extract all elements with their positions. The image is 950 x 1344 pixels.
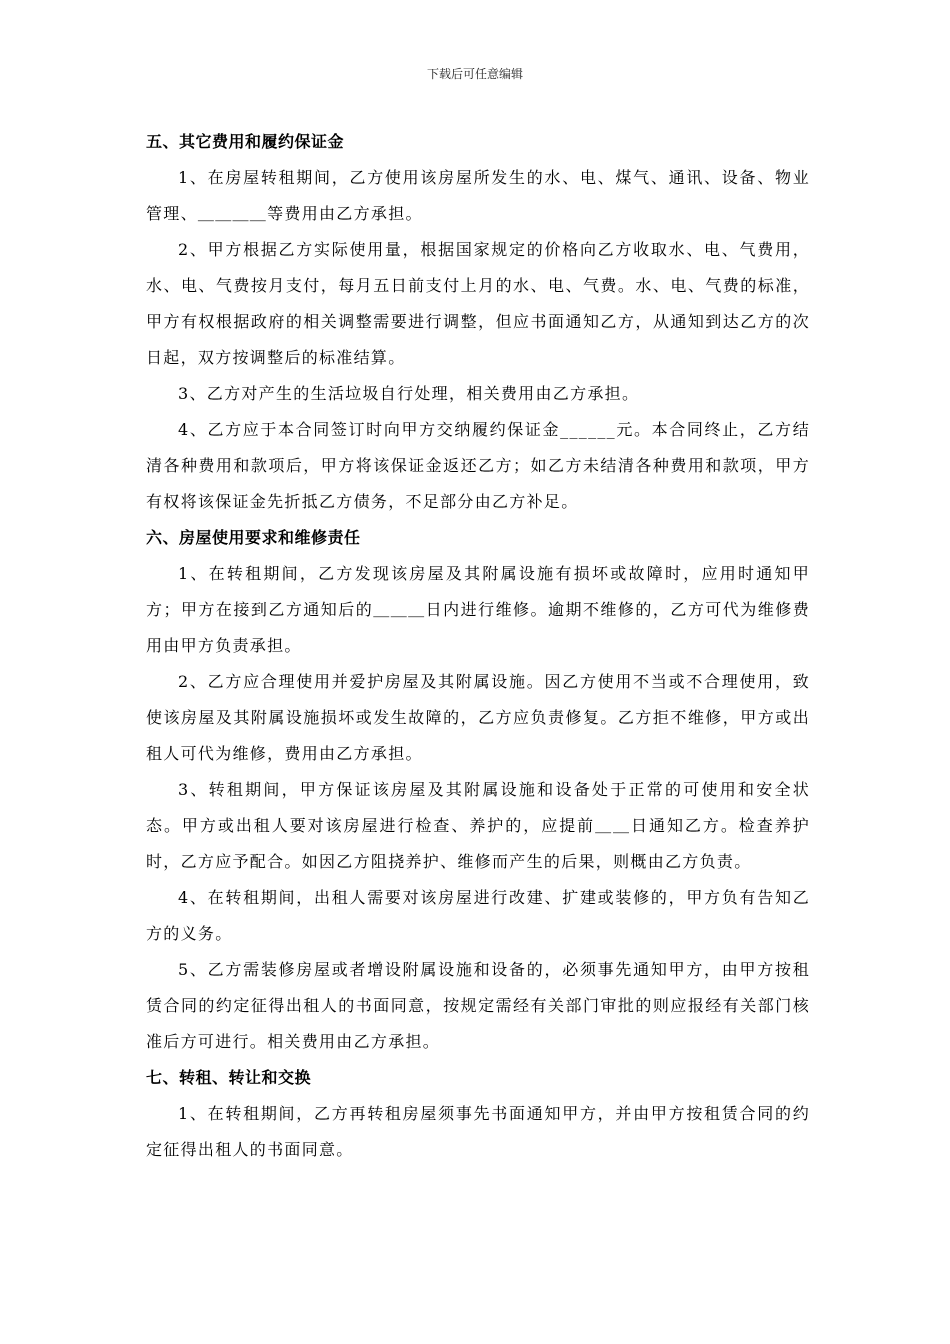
paragraph: 1、在房屋转租期间，乙方使用该房屋所发生的水、电、煤气、通讯、设备、物业管理、＿＿＿＿等费用由乙方承担。 <box>146 168 810 223</box>
paragraph: 1、在转租期间，乙方发现该房屋及其附属设施有损坏或故障时，应用时通知甲方；甲方在接到乙方通知后的＿＿＿日内进行维修。逾期不维修的，乙方可代为维修费用由甲方负责承担。 <box>146 564 810 655</box>
paragraph: 2、乙方应合理使用并爱护房屋及其附属设施。因乙方使用不当或不合理使用，致使该房屋及其附属设施损坏或发生故障的，乙方应负责修复。乙方拒不维修，甲方或出租人可代为维修，费用由乙方承担。 <box>146 672 810 763</box>
paragraph: 3、转租期间，甲方保证该房屋及其附属设施和设备处于正常的可使用和安全状态。甲方或出租人要对该房屋进行检查、养护的，应提前＿＿日通知乙方。检查养护时，乙方应予配合。如因乙方阻挠养护、维修而产生的后果，则概由乙方负责。 <box>146 780 810 871</box>
section-heading: 七、转租、转让和交换 <box>146 1068 312 1087</box>
page-header-note: 下载后可任意编辑 <box>426 67 523 81</box>
section-sublease-transfer <box>146 1060 810 1168</box>
paragraph: 2、甲方根据乙方实际使用量，根据国家规定的价格向乙方收取水、电、气费用，水、电、气费按月支付，每月五日前支付上月的水、电、气费。水、电、气费的标准，甲方有权根据政府的相关调整需要进行调整，但应书面通知乙方，从通知到达乙方的次日起，双方按调整后的标准结算。 <box>146 240 810 367</box>
paragraph: 3、乙方对产生的生活垃圾自行处理，相关费用由乙方承担。 <box>178 384 640 403</box>
section-other-fees <box>146 124 810 520</box>
paragraph: 5、乙方需装修房屋或者增设附属设施和设备的，必须事先通知甲方，由甲方按租赁合同的约定征得出租人的书面同意，按规定需经有关部门审批的则应报经有关部门核准后方可进行。相关费用由乙方承担。 <box>146 960 810 1051</box>
section-heading: 五、其它费用和履约保证金 <box>146 132 345 151</box>
document-body <box>146 124 810 1168</box>
paragraph: 4、乙方应于本合同签订时向甲方交纳履约保证金______元。本合同终止，乙方结清各种费用和款项后，甲方将该保证金返还乙方；如乙方未结清各种费用和款项，甲方有权将该保证金先折抵乙方债务，不足部分由乙方补足。 <box>146 420 810 511</box>
section-usage-maintenance <box>146 520 810 1060</box>
paragraph: 4、在转租期间，出租人需要对该房屋进行改建、扩建或装修的，甲方负有告知乙方的义务。 <box>146 888 810 943</box>
paragraph: 1、在转租期间，乙方再转租房屋须事先书面通知甲方，并由甲方按租赁合同的约定征得出租人的书面同意。 <box>146 1104 810 1159</box>
section-heading: 六、房屋使用要求和维修责任 <box>146 528 361 547</box>
